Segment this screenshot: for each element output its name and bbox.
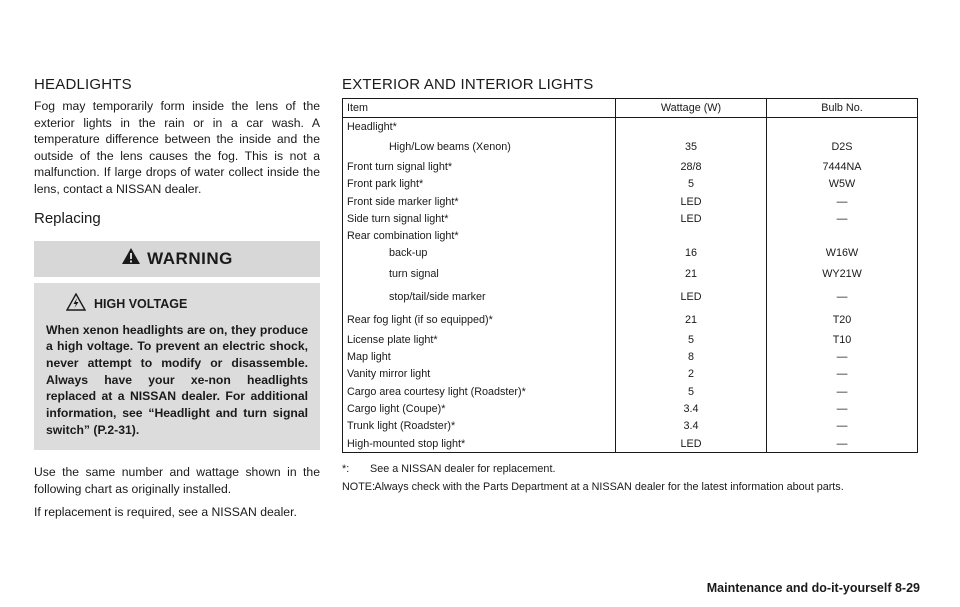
item-cell: back-up xyxy=(389,247,428,260)
table-row xyxy=(343,366,918,383)
bulb-cell xyxy=(767,118,918,136)
after-warning-text xyxy=(34,464,320,520)
wattage-cell: LED xyxy=(616,435,767,453)
table-body xyxy=(343,118,918,453)
bulb-cell: D2S xyxy=(767,135,918,158)
item-cell: Side turn signal light* xyxy=(347,212,449,225)
warning-title: WARNING xyxy=(147,248,233,268)
table-row xyxy=(343,435,918,453)
wattage-cell: 5 xyxy=(616,383,767,400)
bulb-cell: T10 xyxy=(767,331,918,348)
column-header-bulb: Bulb No. xyxy=(767,99,918,118)
high-voltage-title: HIGH VOLTAGE xyxy=(94,297,188,312)
item-cell: Front side marker light* xyxy=(347,195,459,208)
note-label: NOTE: xyxy=(342,481,375,494)
fog-paragraph: Fog may temporarily form inside the lens of the exterior lights in the rain or in a car wash. A temperature difference between the inside and the outside of the lens causes the fog. This is not a malfunction. If large drops of water collect inside the lens, contact a NISSAN dealer. xyxy=(34,99,320,196)
bulb-cell: W16W xyxy=(767,245,918,262)
same-wattage-paragraph: Use the same number and wattage shown in the following chart as originally installed. xyxy=(34,465,320,497)
bulb-cell: — xyxy=(767,400,918,417)
right-column xyxy=(342,76,918,495)
table-header-row xyxy=(343,99,918,118)
table-row xyxy=(343,135,918,158)
table-row xyxy=(343,245,918,262)
table-row xyxy=(343,193,918,210)
item-cell: Cargo area courtesy light (Roadster)* xyxy=(347,385,526,398)
column-header-wattage: Wattage (W) xyxy=(616,99,767,118)
headlights-heading: HEADLIGHTS xyxy=(34,76,132,93)
wattage-cell: 8 xyxy=(616,348,767,365)
bulb-cell: — xyxy=(767,418,918,435)
table-row xyxy=(343,158,918,175)
table-row xyxy=(343,210,918,227)
item-cell: Map light xyxy=(347,351,391,364)
table-row xyxy=(343,176,918,193)
wattage-cell: LED xyxy=(616,193,767,210)
item-cell: Cargo light (Coupe)* xyxy=(347,402,446,415)
footnote xyxy=(342,461,918,477)
table-row xyxy=(343,227,918,244)
warning-box xyxy=(34,283,320,451)
bulb-cell: T20 xyxy=(767,308,918,331)
table-row xyxy=(343,285,918,308)
bulb-table xyxy=(342,98,918,453)
table-row xyxy=(343,383,918,400)
wattage-cell: 3.4 xyxy=(616,418,767,435)
bulb-cell xyxy=(767,227,918,244)
table-row xyxy=(343,348,918,365)
parts-note xyxy=(342,479,918,495)
item-cell: stop/tail/side marker xyxy=(389,290,486,303)
bulb-cell: — xyxy=(767,435,918,453)
warning-banner xyxy=(34,241,320,277)
item-cell: Rear fog light (if so equipped)* xyxy=(347,313,493,326)
wattage-cell: 5 xyxy=(616,331,767,348)
item-cell: Trunk light (Roadster)* xyxy=(347,420,456,433)
item-cell: Front park light* xyxy=(347,178,424,191)
column-header-item: Item xyxy=(343,99,616,118)
wattage-cell: 21 xyxy=(616,308,767,331)
wattage-cell: 5 xyxy=(616,176,767,193)
page-footer: Maintenance and do-it-yourself 8-29 xyxy=(706,581,920,595)
table-row xyxy=(343,331,918,348)
wattage-cell: 16 xyxy=(616,245,767,262)
item-cell: High-mounted stop light* xyxy=(347,437,466,450)
warning-text: When xenon headlights are on, they produce a high voltage. To prevent an electric shock, never attempt to modify or disassemble. Always have your xe-non headlights replaced at a NISSAN dealer. For additional information, see “Headlight and turn signal switch” (P.2-31). xyxy=(46,322,308,437)
left-column xyxy=(34,76,320,526)
wattage-cell: 28/8 xyxy=(616,158,767,175)
bulb-cell: — xyxy=(767,210,918,227)
wattage-cell: 35 xyxy=(616,135,767,158)
bulb-cell: — xyxy=(767,285,918,308)
bulb-cell: — xyxy=(767,193,918,210)
item-cell: Vanity mirror light xyxy=(347,368,431,381)
high-voltage-icon xyxy=(66,293,86,316)
bulb-cell: — xyxy=(767,366,918,383)
footnote-text: See a NISSAN dealer for replacement. xyxy=(370,463,556,476)
note-text: Always check with the Parts Department at a NISSAN dealer for the latest information about parts. xyxy=(374,481,844,494)
item-cell: Headlight* xyxy=(347,120,397,133)
item-cell: Rear combination light* xyxy=(347,230,459,243)
footnote-label: *: xyxy=(342,463,350,476)
bulb-cell: 7444NA xyxy=(767,158,918,175)
table-row xyxy=(343,418,918,435)
wattage-cell: LED xyxy=(616,285,767,308)
wattage-cell xyxy=(616,227,767,244)
table-row xyxy=(343,308,918,331)
item-cell: turn signal xyxy=(389,267,439,280)
wattage-cell: 3.4 xyxy=(616,400,767,417)
lights-heading: EXTERIOR AND INTERIOR LIGHTS xyxy=(342,76,594,93)
bulb-cell: — xyxy=(767,383,918,400)
bulb-cell: — xyxy=(767,348,918,365)
wattage-cell: 21 xyxy=(616,262,767,285)
wattage-cell: 2 xyxy=(616,366,767,383)
wattage-cell: LED xyxy=(616,210,767,227)
wattage-cell xyxy=(616,118,767,136)
bulb-cell: W5W xyxy=(767,176,918,193)
item-cell: High/Low beams (Xenon) xyxy=(389,140,511,153)
table-row xyxy=(343,262,918,285)
item-cell: License plate light* xyxy=(347,333,438,346)
replacement-paragraph: If replacement is required, see a NISSAN dealer. xyxy=(34,504,297,519)
table-row xyxy=(343,118,918,136)
replacing-heading: Replacing xyxy=(34,209,101,227)
high-voltage-row xyxy=(66,293,308,316)
bulb-cell: WY21W xyxy=(767,262,918,285)
item-cell: Front turn signal light* xyxy=(347,160,453,173)
warning-icon xyxy=(121,247,141,270)
table-row xyxy=(343,400,918,417)
